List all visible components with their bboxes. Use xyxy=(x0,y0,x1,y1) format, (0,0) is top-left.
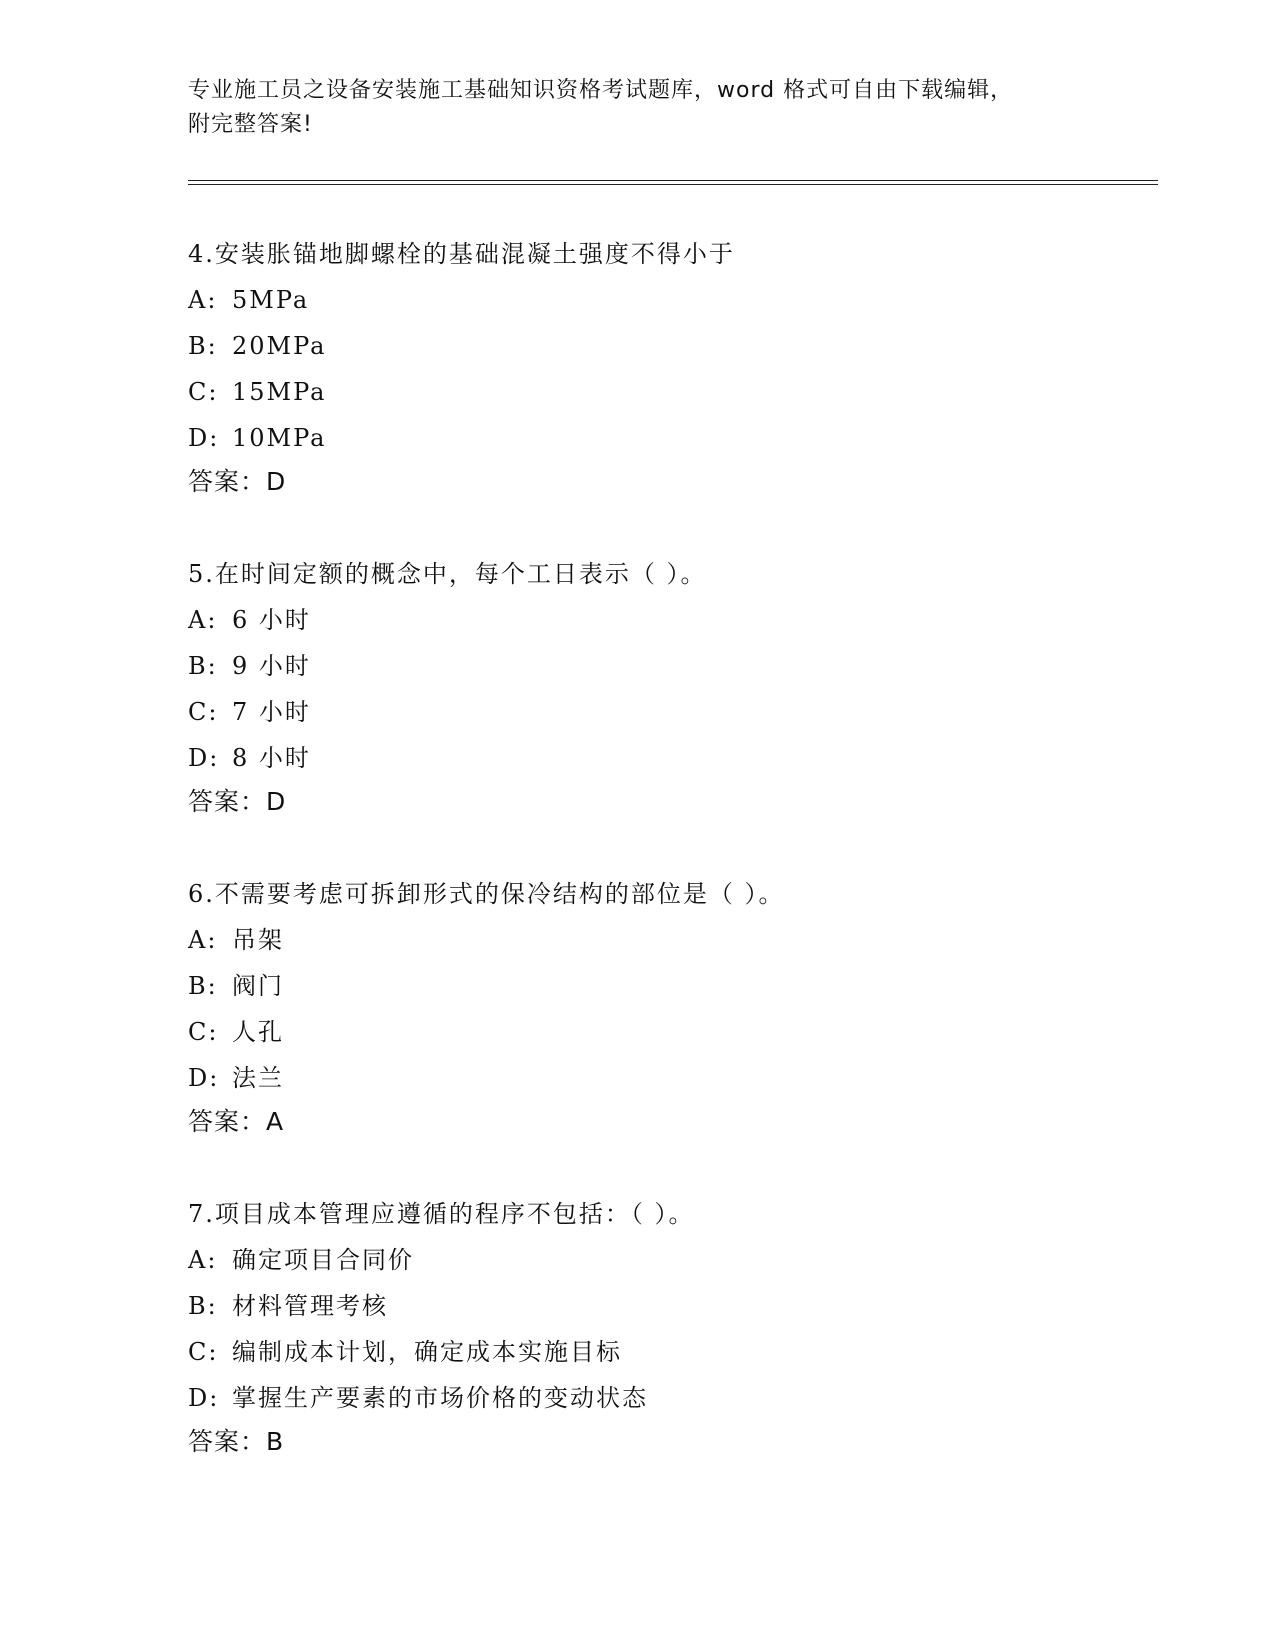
option-text: 掌握生产要素的市场价格的变动状态 xyxy=(232,1384,648,1412)
option-text: 7 小时 xyxy=(232,698,311,726)
question-block xyxy=(188,1198,1148,1458)
answer-line: 答案：A xyxy=(188,1107,285,1136)
option-text: 15MPa xyxy=(232,378,327,406)
option-text: 8 小时 xyxy=(232,744,311,772)
question-block xyxy=(188,238,1148,498)
header-divider-top xyxy=(188,180,1158,181)
question-stem: 6.不需要考虑可拆卸形式的保冷结构的部位是（ ）。 xyxy=(188,880,785,908)
option-letter: C: xyxy=(188,1338,219,1366)
option-b xyxy=(188,650,1148,682)
header-line-2: 附完整答案! xyxy=(188,112,313,137)
option-a xyxy=(188,284,1148,316)
question-stem: 4.安装胀锚地脚螺栓的基础混凝土强度不得小于 xyxy=(188,240,735,268)
question-stem: 5.在时间定额的概念中，每个工日表示（ ）。 xyxy=(188,560,707,588)
option-a xyxy=(188,604,1148,636)
answer-line: 答案：D xyxy=(188,467,287,496)
option-letter: A: xyxy=(188,1246,218,1274)
option-text: 编制成本计划，确定成本实施目标 xyxy=(232,1338,622,1366)
option-a xyxy=(188,924,1148,956)
option-letter: C: xyxy=(188,698,219,726)
question-block xyxy=(188,558,1148,818)
option-a xyxy=(188,1244,1148,1276)
option-d xyxy=(188,742,1148,774)
option-text: 确定项目合同价 xyxy=(232,1246,414,1274)
option-d xyxy=(188,422,1148,454)
question-block xyxy=(188,878,1148,1138)
option-letter: B: xyxy=(188,1292,218,1320)
option-letter: C: xyxy=(188,1018,219,1046)
option-b xyxy=(188,330,1148,362)
option-c xyxy=(188,376,1148,408)
option-b xyxy=(188,970,1148,1002)
option-text: 吊架 xyxy=(232,926,284,954)
question-stem: 7.项目成本管理应遵循的程序不包括：（ ）。 xyxy=(188,1200,695,1228)
option-text: 阀门 xyxy=(232,972,284,1000)
option-letter: B: xyxy=(188,332,218,360)
option-c xyxy=(188,1016,1148,1048)
header-line-1: 专业施工员之设备安装施工基础知识资格考试题库，word 格式可自由下载编辑， xyxy=(188,78,1014,103)
answer-line: 答案：B xyxy=(188,1427,285,1456)
option-b xyxy=(188,1290,1148,1322)
option-d xyxy=(188,1062,1148,1094)
option-text: 20MPa xyxy=(232,332,327,360)
document-header xyxy=(188,74,1088,142)
option-letter: A: xyxy=(188,606,218,634)
option-letter: B: xyxy=(188,652,218,680)
option-c xyxy=(188,696,1148,728)
option-text: 人孔 xyxy=(232,1018,284,1046)
option-letter: D: xyxy=(188,744,220,772)
option-letter: D: xyxy=(188,1384,220,1412)
option-text: 6 小时 xyxy=(232,606,311,634)
option-text: 9 小时 xyxy=(232,652,311,680)
option-letter: D: xyxy=(188,424,220,452)
option-text: 法兰 xyxy=(232,1064,284,1092)
option-text: 5MPa xyxy=(232,286,310,314)
option-letter: B: xyxy=(188,972,218,1000)
answer-line: 答案：D xyxy=(188,787,287,816)
option-letter: A: xyxy=(188,286,218,314)
header-divider-bottom xyxy=(188,184,1158,185)
option-letter: D: xyxy=(188,1064,220,1092)
option-c xyxy=(188,1336,1148,1368)
option-text: 材料管理考核 xyxy=(232,1292,388,1320)
option-text: 10MPa xyxy=(232,424,327,452)
option-d xyxy=(188,1382,1148,1414)
option-letter: A: xyxy=(188,926,218,954)
option-letter: C: xyxy=(188,378,219,406)
